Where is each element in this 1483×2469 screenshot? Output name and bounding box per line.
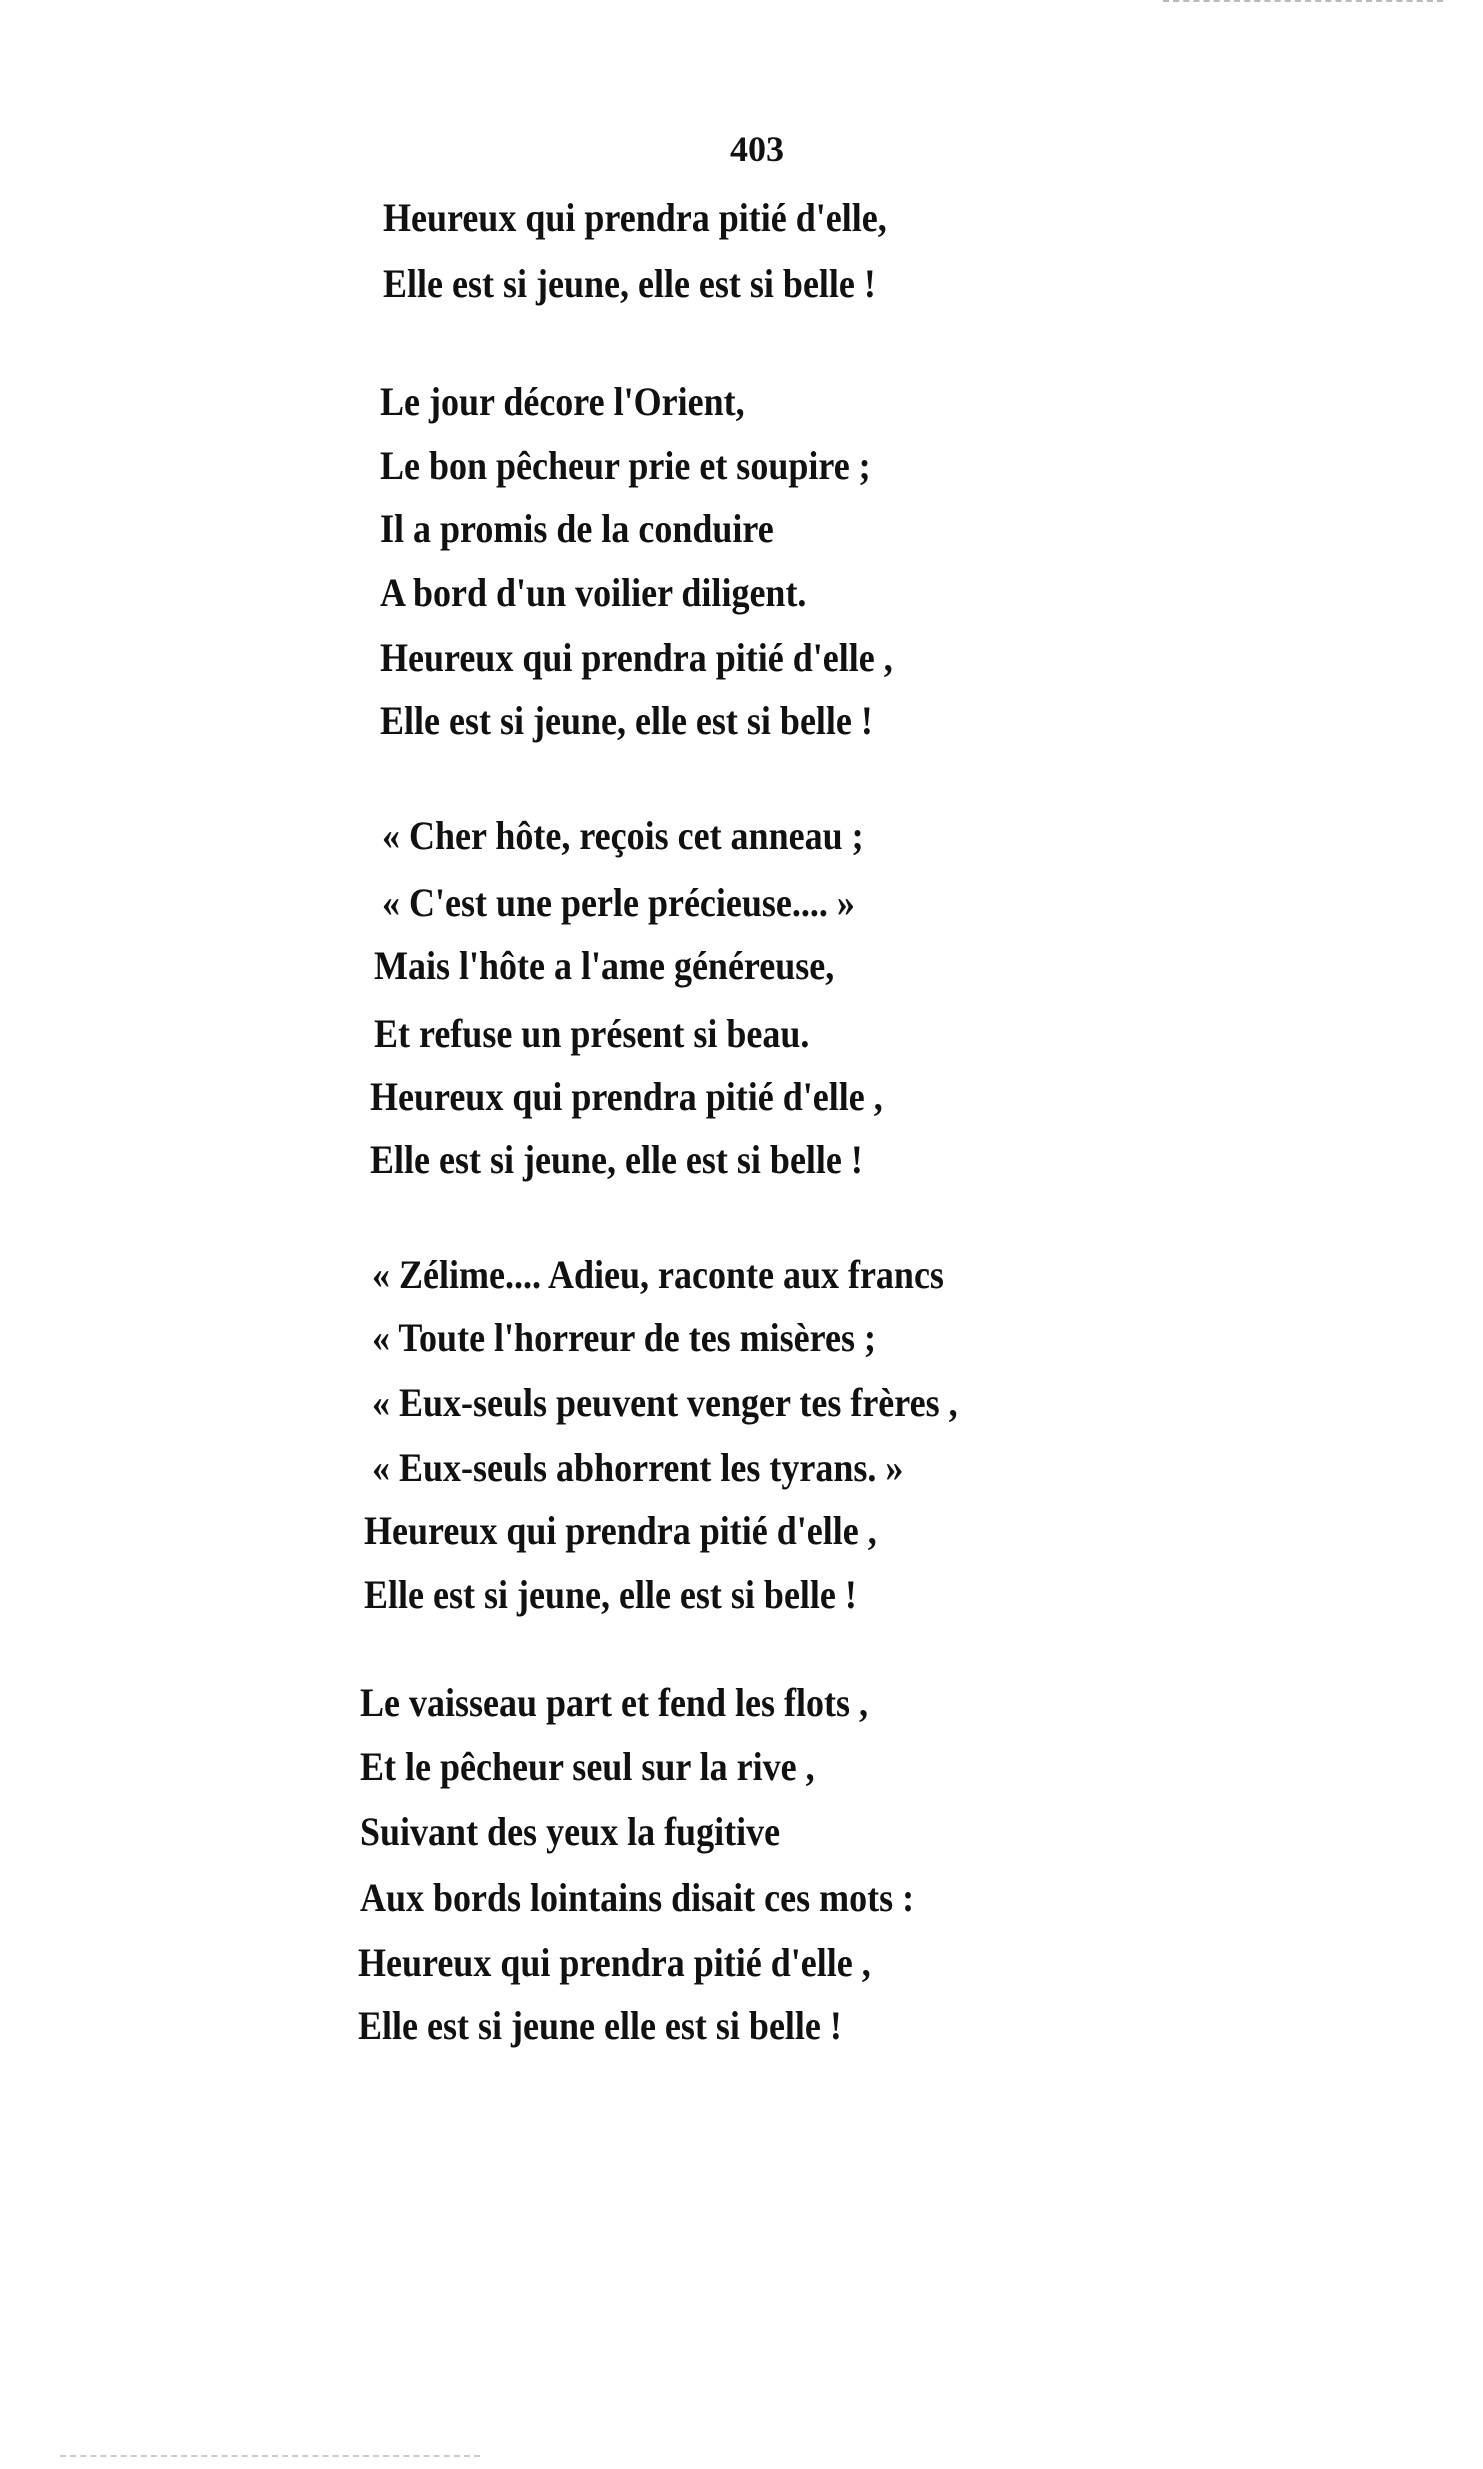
scan-edge-mark — [60, 2455, 480, 2457]
verse-line: « Eux-seuls abhorrent les tyrans. » — [372, 1445, 904, 1490]
verse-line: Heureux qui prendra pitié d'elle, — [383, 195, 887, 240]
verse-line: Elle est si jeune elle est si belle ! — [358, 2003, 842, 2048]
verse-line: Heureux qui prendra pitié d'elle , — [370, 1074, 883, 1119]
verse-line: Mais l'hôte a l'ame généreuse, — [374, 943, 835, 988]
verse-line: Elle est si jeune, elle est si belle ! — [364, 1572, 857, 1617]
verse-line: Le bon pêcheur prie et soupire ; — [380, 443, 871, 488]
verse-line: Et le pêcheur seul sur la rive , — [360, 1744, 815, 1789]
verse-line: Le jour décore l'Orient, — [380, 379, 745, 424]
page-number: 403 — [730, 129, 784, 169]
verse-line: Heureux qui prendra pitié d'elle , — [358, 1940, 871, 1985]
verse-line: Suivant des yeux la fugitive — [360, 1809, 781, 1854]
verse-line: Et refuse un présent si beau. — [374, 1011, 810, 1056]
scan-edge-mark — [1163, 0, 1443, 2]
verse-line: « Eux-seuls peuvent venger tes frères , — [372, 1380, 958, 1425]
verse-line: Il a promis de la conduire — [380, 506, 774, 551]
verse-line: « Cher hôte, reçois cet anneau ; — [382, 813, 864, 858]
verse-line: Heureux qui prendra pitié d'elle , — [364, 1508, 877, 1553]
verse-line: Elle est si jeune, elle est si belle ! — [383, 261, 876, 306]
verse-line: Aux bords lointains disait ces mots : — [360, 1875, 915, 1920]
verse-line: « Toute l'horreur de tes misères ; — [372, 1315, 876, 1360]
verse-line: Heureux qui prendra pitié d'elle , — [380, 635, 893, 680]
verse-line: Elle est si jeune, elle est si belle ! — [380, 698, 873, 743]
verse-line: Le vaisseau part et fend les flots , — [360, 1680, 868, 1725]
verse-line: « C'est une perle précieuse.... » — [382, 880, 855, 925]
verse-line: Elle est si jeune, elle est si belle ! — [370, 1137, 863, 1182]
verse-line: A bord d'un voilier diligent. — [380, 570, 807, 615]
verse-line: « Zélime.... Adieu, raconte aux francs — [372, 1252, 944, 1297]
